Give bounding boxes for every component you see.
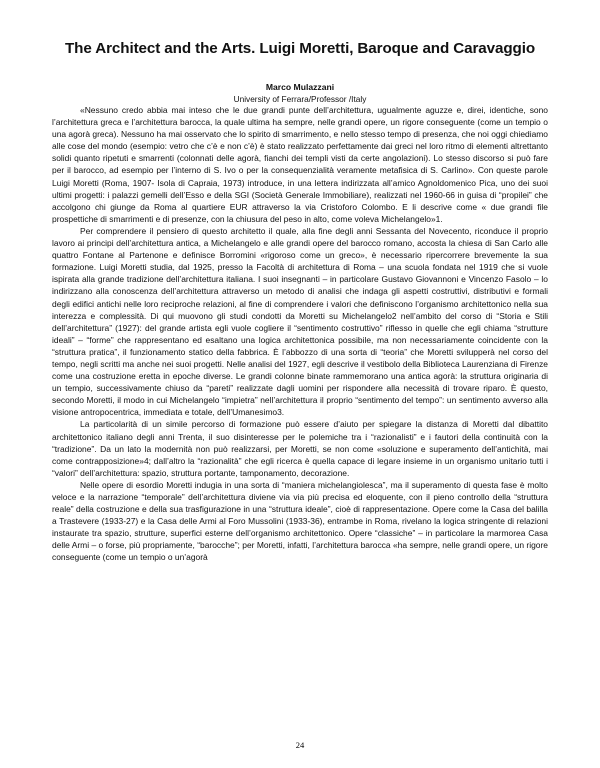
paragraph: Per comprendere il pensiero di questo architetto il quale, alla fine degli anni Sessanta del Novecento, riconduce il proprio lavoro ai principi dell’architettura antica, a Michelangelo e alle grandi opere del barocco romano, accosta la chiesa di San Carlo alle quattro Fontane al Partenone e definisce Borromini «rigoroso come un greco», è necessario ripercorrere brevemente la sua formazione. Luigi Moretti studia, dal 1925, presso la Facoltà di architettura di Roma – una scuola fondata nel 1919 che si vuole ispirata alla grande tradizione dell’architettura italiana. I suoi insegnanti – in particolare Gustavo Giovannoni e Vincenzo Fasolo – lo indirizzano alla conoscenza dell’architettura attraverso un metodo di analisi che indaga gli aspetti costruttivi, distributivi e formali degli edifici antichi nelle loro reciproche relazioni, al fine di comprendere i valori che definiscono l’organismo architettonico nella sua interezza e complessità. Di qui muovono gli studi condotti da Moretti su Michelangelo2 nell’ambito del corso di “Storia e Stili dell’architettura” (1927): del grande artista egli vuole cogliere il “sentimento costruttivo” riflesso in quelle che egli chiama “strutture ideali” – “forme” che rappresentano ed esaltano una logica architettonica possibile, ma non necessariamente coincidente con la “struttura pratica”, il funzionamento statico della fabbrica. È l’abbozzo di una sorta di “teoria” che Moretti svilupperà nel corso del tempo, negli scritti ma anche nei suoi progetti. Nelle analisi del 1927, egli descrive il vestibolo della Biblioteca Laurenziana di Firenze come una costruzione eretta in epoche diverse. Le grandi colonne binate rammemorano una antica agorà: la struttura originaria di un tempio, successivamente chiuso da “pareti” realizzate dagli uomini per rispondere alla necessità di trovare riparo. È questo, secondo Moretti, il modo in cui Michelangelo “impietra” nell’architettura il proprio “sentimento del tempo”: un sentimento avverso alla visione antropocentrica, immediata e totale, dell’Umanesimo3. xyxy=(52,225,548,418)
article-title: The Architect and the Arts. Luigi Moretti, Baroque and Caravaggio xyxy=(65,40,535,57)
page-number: 24 xyxy=(295,740,305,750)
paragraph: La particolarità di un simile percorso di formazione può essere d’aiuto per spiegare la distanza di Moretti dal dibattito architettonico italiano degli anni Trenta, il suo disinteresse per le polemiche tra i “razionalisti” e i fautori della continuità con la “tradizione”. Da un lato la modernità non può realizzarsi, per Moretti, se non come «soluzione e superamento dell’antichità, mai come contrapposizione»4; dall’altro la “razionalità” che egli ricerca è quella capace di legare insieme in un organismo unitario tutti i “valori” dell’architettura: spazio, struttura portante, tamponamento, decorazione. xyxy=(52,419,548,478)
author-affiliation: University of Ferrara/Professor /Italy xyxy=(233,94,367,104)
article-body xyxy=(52,104,548,564)
paragraph: Nelle opere di esordio Moretti indugia in una sorta di “maniera michelangiolesca”, ma il superamento di questa fase è molto veloce e la narrazione “temporale” dell’architettura diviene via via più precisa ed eloquente, con il pieno controllo della “struttura reale” della costruzione e della sua trasfigurazione in una “struttura ideale”, cioè di rappresentazione. Opere come la Casa del balilla a Trastevere (1933-27) e la Casa delle Armi al Foro Mussolini (1933-36), entrambe in Roma, rivelano la logica stringente di relazioni instaurate tra spazio, strutture, superfici esterne dell’organismo architettonico. Opere “classiche” – in particolare la marmorea Casa delle Armi – o forse, più propriamente, “barocche”; per Moretti, infatti, l’architettura barocca «ha sempre, nelle grandi opere, un rigore conseguente (come un tempio o un’agorà xyxy=(52,479,548,563)
author-name: Marco Mulazzani xyxy=(265,82,335,92)
paragraph: «Nessuno credo abbia mai inteso che le due grandi punte dell’architettura, ugualmente aguzze e, direi, identiche, sono l’architettura greca e l’architettura barocca, la quale ultima ha sempre, nelle grandi opere, un rigore conseguente (come un tempio o una agorà greca). Nessuno ha mai osservato che lo spirito di smarrimento, e nello stesso tempo di presenza, che noi oggi chiediamo alle cose del mondo (esempio: vetro che c’è e non c’è) è stato realizzato perfettamente dai greci nel loro ritmo di elementi altrettanto solidi quanto ripetuti e smarrenti (colonnati delle agorà, fianchi dei templi visti da certe angolazioni). Lo stesso discorso si può fare per il barocco, ad esempio per l’interno di S. Ivo o per la consequenzialità veramente metafisica di S. Carlino». Con queste parole Luigi Moretti (Roma, 1907- Isola di Capraia, 1973) introduce, in una lettera indirizzata all’amico Agnoldomenico Pica, uno dei suoi ultimi progetti: i palazzi gemelli dell’Esso e della SGI (Società Generale Immobiliare), realizzati nel 1960-66 in guisa di “propilei” che accolgono chi giunge da Roma al quartiere EUR attraverso la via Cristoforo Colombo. E li descrive come « due grandi file prospettiche di smarrimenti e di presenze, con la chiusura del peso in alto, come voleva Michelangelo»1. xyxy=(52,105,548,224)
